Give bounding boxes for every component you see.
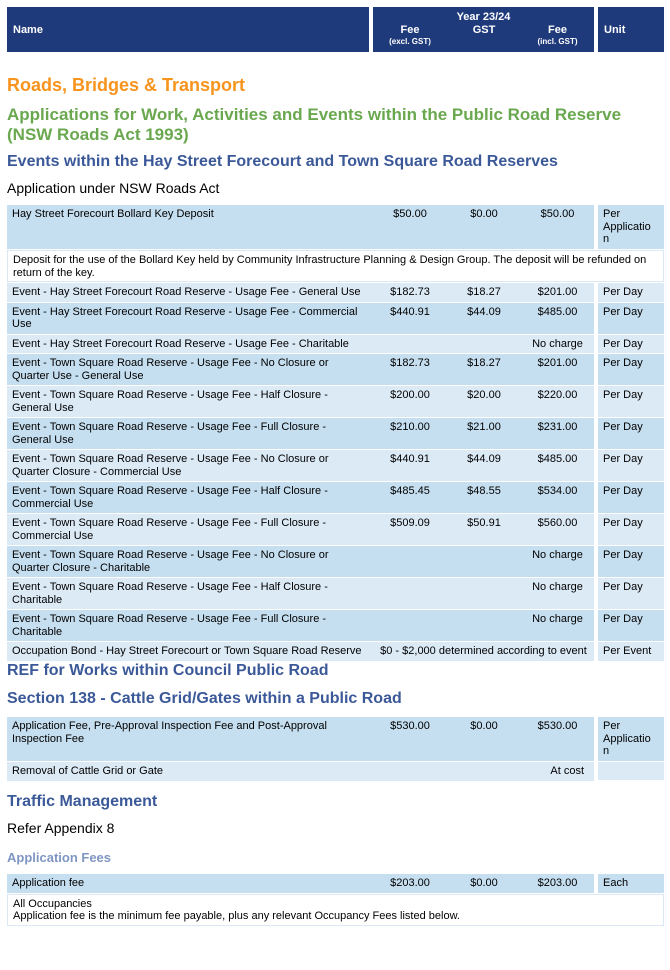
row-name: Event - Town Square Road Reserve - Usage Fee - Full Closure - Charitable [7,610,373,641]
row-incl: $50.00 [521,205,594,249]
row-unit: Per Day [598,482,664,513]
row-incl: $530.00 [521,717,594,761]
row-note [7,894,664,926]
row-incl: $485.00 [521,303,594,334]
table-row [7,642,664,661]
row-name: Event - Hay Street Forecourt Road Reserve - Usage Fee - Commercial Use [7,303,373,334]
table-row [7,482,664,513]
header-fee-excl-label: Fee [400,24,420,36]
row-fee: $210.00 [373,418,447,449]
row-gst [447,610,521,641]
table-row [7,283,664,302]
table-row [7,386,664,417]
row-fee: $50.00 [373,205,447,249]
row-unit: Per Day [598,514,664,545]
header-gst [447,24,521,36]
row-gst [447,335,521,354]
row-incl: $534.00 [521,482,594,513]
row-gst: $18.27 [447,283,521,302]
events-title: Events within the Hay Street Forecourt and Town Square Road Reserves [7,153,558,170]
s138-table [7,717,664,782]
row-incl: $485.00 [521,450,594,481]
row-unit: Per Day [598,386,664,417]
row-unit: Each [598,874,664,893]
row-unit: Per Applicatio n [598,205,664,249]
row-fee: $440.91 [373,450,447,481]
table-row [7,717,664,761]
row-gst: $0.00 [447,717,521,761]
row-unit: Per Day [598,418,664,449]
row-fee [373,610,447,641]
row-gst: $48.55 [447,482,521,513]
row-incl: No charge [521,335,594,354]
row-unit: Per Day [598,303,664,334]
row-incl: No charge [521,610,594,641]
row-fee: $203.00 [373,874,447,893]
row-name: Event - Hay Street Forecourt Road Reserve - Usage Fee - Charitable [7,335,373,354]
row-unit: Per Day [598,578,664,609]
header-fee-excl [373,24,447,46]
row-unit: Per Applicatio n [598,717,664,761]
row-incl: No charge [521,546,594,577]
events-table [7,205,664,662]
header-fee-incl-label: Fee [548,24,567,36]
row-gst: $44.09 [447,303,521,334]
s138-title: Section 138 - Cattle Grid/Gates within a Public Road [7,690,402,707]
row-incl: $220.00 [521,386,594,417]
row-name: Event - Town Square Road Reserve - Usage Fee - Half Closure - Commercial Use [7,482,373,513]
app-fees-table [7,874,664,927]
table-header [7,7,664,52]
row-fee: $200.00 [373,386,447,417]
row-fee: $530.00 [373,717,447,761]
table-row [7,205,664,249]
table-row-note [7,250,664,282]
ref-title: REF for Works within Council Public Road [7,662,329,679]
row-name: Event - Town Square Road Reserve - Usage Fee - Half Closure - Charitable [7,578,373,609]
row-name: Event - Town Square Road Reserve - Usage Fee - Half Closure - General Use [7,386,373,417]
row-gst: $20.00 [447,386,521,417]
row-incl: $201.00 [521,354,594,385]
row-name: Event - Hay Street Forecourt Road Reserve - Usage Fee - General Use [7,283,373,302]
row-fee: $440.91 [373,303,447,334]
row-gst [447,546,521,577]
row-fee [373,546,447,577]
row-incl: $201.00 [521,283,594,302]
row-gst [447,578,521,609]
header-name: Name [7,7,369,52]
section-subtitle: Applications for Work, Activities and Events within the Public Road Reserve (NSW Roads Act 1993) [7,105,622,144]
row-unit: Per Day [598,335,664,354]
header-fee-incl [521,24,594,46]
row-fee: $485.45 [373,482,447,513]
table-row [7,450,664,481]
app-fees-title: Application Fees [7,850,112,865]
events-note: Application under NSW Roads Act [7,180,220,196]
row-name: Event - Town Square Road Reserve - Usage Fee - Full Closure - Commercial Use [7,514,373,545]
table-row [7,335,664,354]
row-unit: Per Event [598,642,664,661]
row-name: Removal of Cattle Grid or Gate [7,762,373,781]
section-title-main: Roads, Bridges & Transport [7,75,246,95]
table-row [7,354,664,385]
row-name: Hay Street Forecourt Bollard Key Deposit [7,205,373,249]
row-incl: $231.00 [521,418,594,449]
table-row [7,874,664,893]
row-gst: $18.27 [447,354,521,385]
row-unit: Per Day [598,450,664,481]
header-gst-label: GST [472,24,496,36]
header-fee-excl-sub: (excl. GST) [389,37,431,46]
traffic-title: Traffic Management [7,793,158,810]
row-name: Event - Town Square Road Reserve - Usage Fee - No Closure or Quarter Closure - Commercial Use [7,450,373,481]
header-year-group [373,7,594,52]
table-row-note [7,894,664,926]
row-note-line-2: Application fee is the minimum fee payable, plus any relevant Occupancy Fees listed below. [13,910,460,922]
traffic-note: Refer Appendix 8 [7,820,115,836]
row-fee: $182.73 [373,283,447,302]
row-unit: Per Day [598,546,664,577]
row-fee-range: $0 - $2,000 determined according to event [373,642,594,661]
row-gst: $21.00 [447,418,521,449]
row-incl: $560.00 [521,514,594,545]
row-name: Application Fee, Pre-Approval Inspection Fee and Post-Approval Inspection Fee [7,717,373,761]
row-gst: $44.09 [447,450,521,481]
row-fee [373,578,447,609]
row-unit: Per Day [598,610,664,641]
row-fee [373,335,447,354]
header-unit: Unit [598,7,664,52]
table-row [7,546,664,577]
table-row [7,303,664,334]
row-name: Occupation Bond - Hay Street Forecourt or Town Square Road Reserve [7,642,373,661]
row-unit [598,762,664,780]
row-unit: Per Day [598,283,664,302]
row-name: Event - Town Square Road Reserve - Usage Fee - No Closure or Quarter Use - General Use [7,354,373,385]
row-gst: $0.00 [447,205,521,249]
table-row [7,578,664,609]
row-gst: $50.91 [447,514,521,545]
table-row [7,762,664,781]
row-unit: Per Day [598,354,664,385]
row-fee: $182.73 [373,354,447,385]
row-gst: $0.00 [447,874,521,893]
table-row [7,610,664,641]
row-name: Event - Town Square Road Reserve - Usage Fee - No Closure or Quarter Closure - Charitable [7,546,373,577]
table-row [7,418,664,449]
row-incl: No charge [521,578,594,609]
row-fee: $509.09 [373,514,447,545]
header-fee-incl-sub: (incl. GST) [537,37,578,46]
table-row [7,514,664,545]
header-year: Year 23/24 [456,11,511,23]
row-incl: $203.00 [521,874,594,893]
row-name: Event - Town Square Road Reserve - Usage Fee - Full Closure - General Use [7,418,373,449]
row-note-line-1: All Occupancies [13,897,92,910]
row-note: Deposit for the use of the Bollard Key held by Community Infrastructure Planning & Design Group. The deposit will be refunded on return of the key. [7,250,664,282]
row-name: Application fee [7,874,373,893]
row-at-cost: At cost [373,762,594,781]
